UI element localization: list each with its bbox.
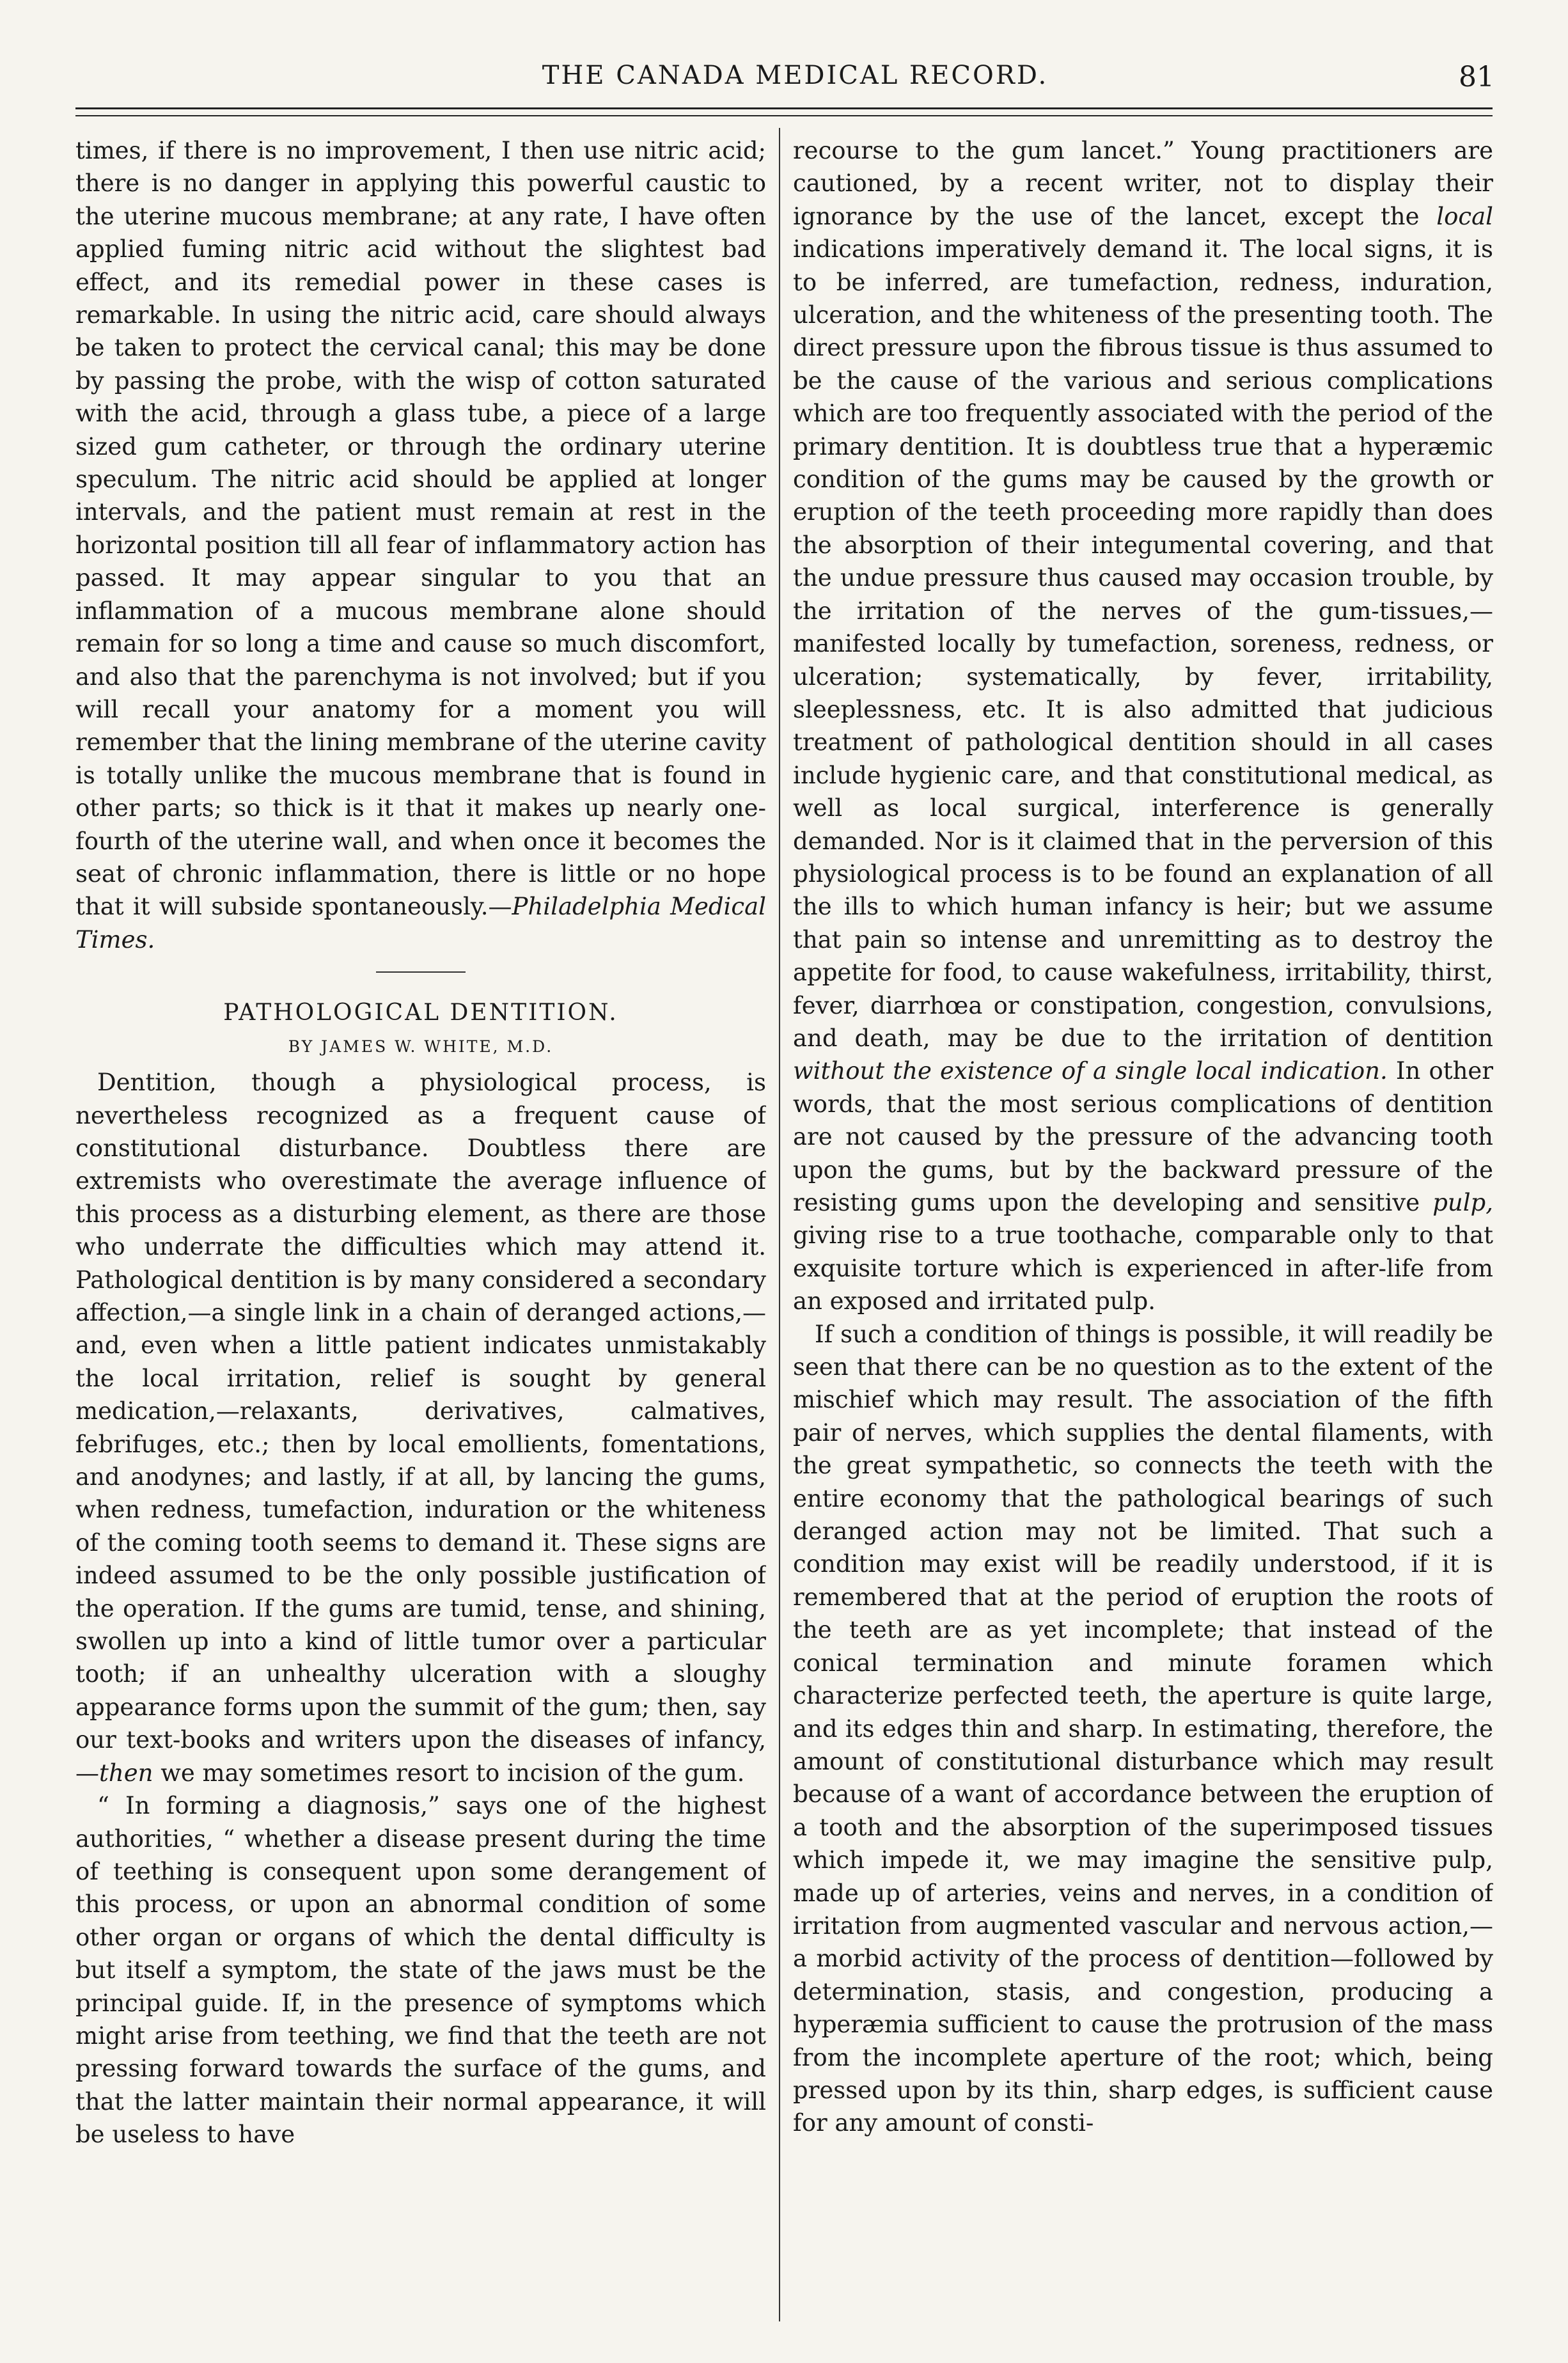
paragraph-text: Dentition, though a physiological process, is nevertheless recognized as a frequent cause of constitutional disturbance. Doubtless there are extremists who overestimate the average influence of this process as a disturbing element, as there are those who underrate the difficulties which may attend it. Pathological dentition is by many considered a secondary affection,—a single link in a chain of deranged actions,—and, even when a little patient indicates unmistakably the local irritation, relief is sought by general medication,—relaxants, derivatives, calmatives, febrifuges, etc.; then by local emollients, fomentations, and anodynes; and lastly, if at all, by lancing the gums, when redness, tumefaction, induration or the whiteness of the coming tooth seems to demand it. These signs are indeed assumed to be the only possible justification of the operation. If the gums are tumid, tense, and shining, swollen up into a kind of little tumor over a particular tooth; if an unhealthy ulceration with a sloughy appearance forms upon the summit of the gum; then, say our text-books and writers upon the diseases of infancy,— (75, 1069, 766, 1787)
paragraph-text: giving rise to a true toothache, comparable only to that exquisite torture which is experienced in after-life from an exposed and irritated pulp. (793, 1221, 1493, 1315)
continued-paragraph-text: times, if there is no improvement, I then use nitric acid; there is no danger in applying this powerful caustic to the uterine mucous membrane; at any rate, I have often applied fuming nitric acid without the slightest bad effect, and its remedial power in these cases is remarkable. In using the nitric acid, care should always be taken to protect the cervical canal; this may be done by passing the probe, with the wisp of cotton saturated with the acid, through a glass tube, a piece of a large sized gum catheter, or through the ordinary uterine speculum. The nitric acid should be applied at longer intervals, and the patient must remain at rest in the horizontal position till all fear of inflammatory action has passed. It may appear singular to you that an inflammation of a mucous membrane alone should remain for so long a time and cause so much discomfort, and also that the parenchyma is not involved; but if you will recall your anatomy for a moment you will remember that the lining membrane of the uterine cavity is totally unlike the mucous membrane that is found in other parts; so thick is it that it makes up nearly one-fourth of the uterine wall, and when once it becomes the seat of chronic inflammation, there is little or no hope that it will subside spontaneously.— (75, 137, 766, 921)
column-divider (779, 128, 780, 2321)
emphasis-text: then (99, 1759, 153, 1787)
continued-paragraph (75, 134, 766, 956)
paragraph-text: indications imperatively demand it. The local signs, it is to be inferred, are tumefaction, redness, induration, ulceration, and the whiteness of the presenting tooth. The direct pressure upon the fibrous tissue is thus assumed to be the cause of the various and serious complications which are too frequently associated with the period of the primary dentition. It is doubtless true that a hyperæmic condition of the gums may be caused by the growth or eruption of the teeth proceeding more rapidly than does the absorption of their integumental covering, and that the undue pressure thus caused may occasion trouble, by the irritation of the nerves of the gum-tissues,—manifested locally by tumefaction, soreness, redness, or ulceration; systematically, by fever, irritability, sleeplessness, etc. It is also admitted that judicious treatment of pathological dentition should in all cases include hygienic care, and that constitutional medical, as well as local surgical, interference is generally demanded. Nor is it claimed that in the perversion of this physiological process is to be found an explanation of all the ills to which human infancy is heir; but we assume that pain so intense and unremitting as to destroy the appetite for food, to cause wakefulness, irritability, thirst, fever, diarrhœa or constipation, congestion, convulsions, and death, may be due to the irritation of dentition (793, 235, 1493, 1052)
emphasis-text: pulp, (1432, 1189, 1493, 1216)
article-paragraph (75, 1066, 766, 1789)
emphasis-text: without the existence of a single local indication. (793, 1057, 1388, 1085)
article-title: PATHOLOGICAL DENTITION. (223, 1000, 618, 1026)
right-column (793, 134, 1493, 2321)
emphasis-text: local (1436, 202, 1493, 230)
paragraph-text: recourse to the gum lancet.” Young practitioners are cautioned, by a recent writer, not to display their ignorance by the use of the lancet, except the (793, 137, 1493, 230)
header-rule-thick (75, 107, 1493, 109)
section-divider-rule (376, 971, 466, 973)
page-number: 81 (1459, 61, 1494, 93)
left-column (75, 134, 766, 2321)
article-paragraph: “ In forming a diagnosis,” says one of the highest authorities, “ whether a disease present during the time of teething is consequent upon some derangement of this process, or upon an abnormal condition of some other organ or organs of which the dental difficulty is but itself a symptom, the state of the jaws must be the principal guide. If, in the presence of symptoms which might arise from teething, we find that the teeth are not pressing forward towards the surface of the gums, and that the latter maintain their normal appearance, it will be useless to have (75, 1792, 766, 2149)
paragraph-text: In other words, that the most serious complications of dentition are not caused by the pressure of the advancing tooth upon the gums, but by the backward pressure of the resisting gums upon the developing and sensitive (793, 1057, 1493, 1216)
running-title: THE CANADA MEDICAL RECORD. (542, 61, 1049, 90)
article-paragraph: If such a condition of things is possible, it will readily be seen that there can be no question as to the extent of the mischief which may result. The association of the fifth pair of nerves, which supplies the dental filaments, with the great sympathetic, so connects the teeth with the entire economy that the pathological bearings of such deranged action may not be limited. That such a condition may exist will be readily understood, if it is remembered that at the period of eruption the roots of the teeth are as yet incomplete; that instead of the conical termination and minute foramen which characterize perfected teeth, the aperture is quite large, and its edges thin and sharp. In estimating, therefore, the amount of constitutional disturbance which may result because of a want of accordance between the eruption of a tooth and the absorption of the superimposed tissues which impede it, we may imagine the sensitive pulp, made up of arteries, veins and nerves, in a condition of irritation from augmented vascular and nervous action,—a morbid activity of the process of dentition—followed by determination, stasis, and congestion, producing a hyperæmia sufficient to cause the protrusion of the mass from the incomplete aperture of the root; which, being pressed upon by its thin, sharp edges, is sufficient cause for any amount of consti- (793, 1320, 1493, 2137)
article-paragraph (793, 134, 1493, 1318)
header-rule-thin (75, 115, 1493, 116)
paragraph-text-end: we may sometimes resort to incision of the gum. (153, 1759, 745, 1787)
running-head (96, 61, 1494, 99)
article-byline: BY JAMES W. WHITE, M.D. (288, 1037, 554, 1056)
source-citation: Philadelphia Medical Times. (75, 893, 766, 954)
